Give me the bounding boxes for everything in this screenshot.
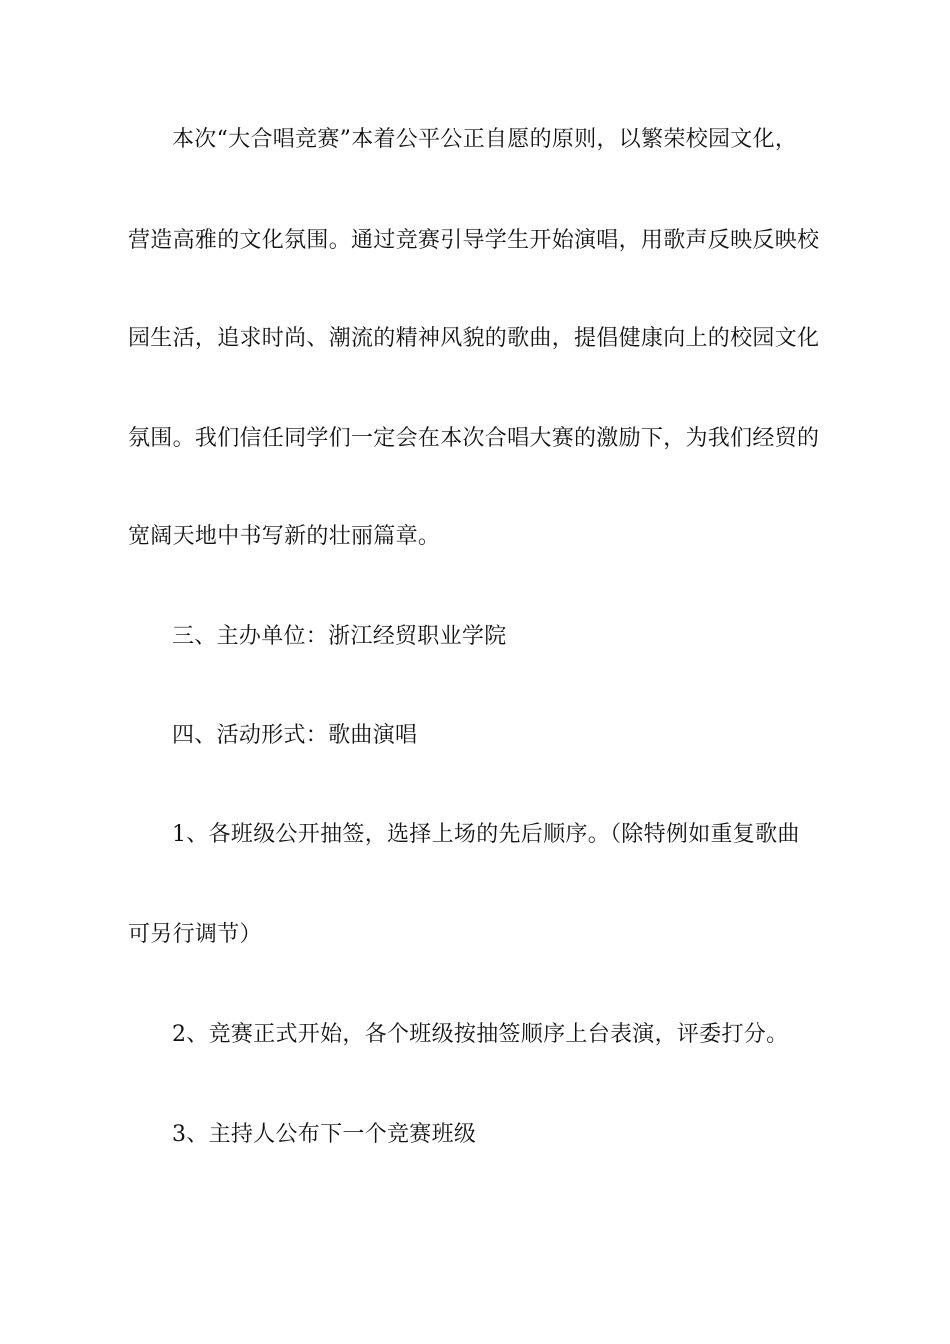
list-item-1-line-2: 可另行调节） xyxy=(128,922,262,947)
list-item-3: 3、主持人公布下一个竞赛班级 xyxy=(172,1122,477,1147)
section-heading-format: 四、活动形式：歌曲演唱 xyxy=(172,723,418,748)
section-heading-organizer: 三、主办单位：浙江经贸职业学院 xyxy=(172,624,507,649)
paragraph-line-2: 营造高雅的文化氛围。通过竞赛引导学生开始演唱，用歌声反映反映校 xyxy=(128,228,820,253)
list-item-1-line-1: 1、各班级公开抽签，选择上场的先后顺序。（除特例如重复歌曲 xyxy=(172,822,800,847)
paragraph-line-4: 氛围。我们信任同学们一定会在本次合唱大赛的激励下，为我们经贸的 xyxy=(128,426,820,451)
list-item-2: 2、竞赛正式开始，各个班级按抽签顺序上台表演，评委打分。 xyxy=(172,1022,789,1047)
paragraph-line-3: 园生活，追求时尚、潮流的精神风貌的歌曲，提倡健康向上的校园文化 xyxy=(128,326,820,351)
paragraph-line-5: 宽阔天地中书写新的壮丽篇章。 xyxy=(128,524,441,549)
paragraph-line-1: 本次“大合唱竞赛”本着公平公正自愿的原则，以繁荣校园文化， xyxy=(172,127,798,152)
